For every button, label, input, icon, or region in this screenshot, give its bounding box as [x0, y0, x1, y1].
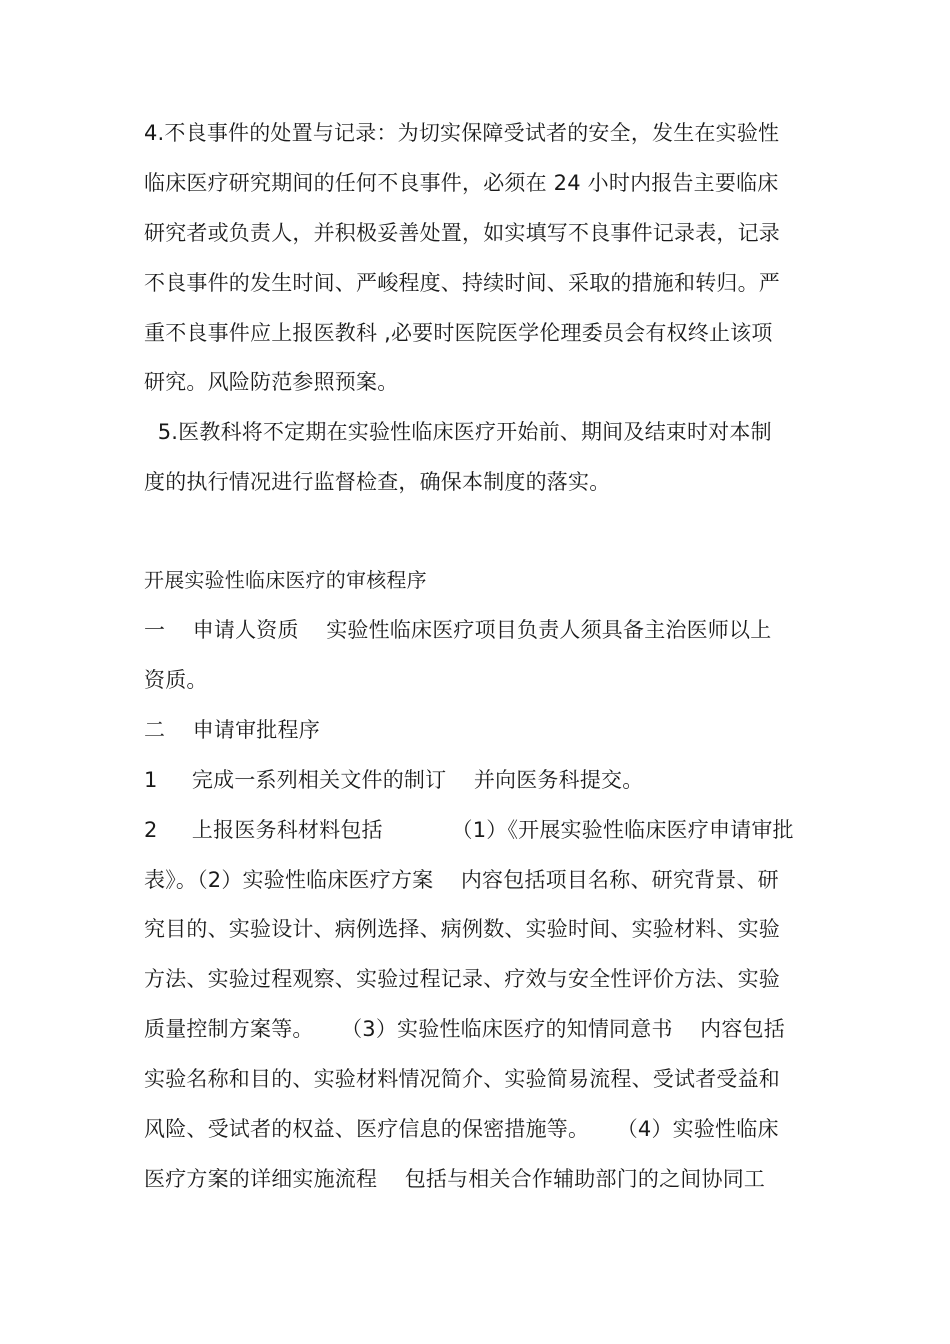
section-heading: 开展实验性临床医疗的审核程序: [144, 568, 427, 592]
paragraph-line: 实验名称和目的、实验材料情况简介、实验简易流程、受试者受益和: [144, 1067, 780, 1091]
paragraph-line: 医疗方案的详细实施流程 包括与相关合作辅助部门的之间协同工: [144, 1167, 766, 1191]
paragraph-line: 5.医教科将不定期在实验性临床医疗开始前、期间及结束时对本制: [144, 420, 772, 444]
paragraph-line: 方法、实验过程观察、实验过程记录、疗效与安全性评价方法、实验: [144, 967, 780, 991]
paragraph-line: 质量控制方案等。 （3）实验性临床医疗的知情同意书 内容包括: [144, 1017, 785, 1041]
paragraph-line: 4.不良事件的处置与记录：为切实保障受试者的安全，发生在实验性: [144, 121, 780, 145]
paragraph-line: 资质。: [144, 668, 208, 692]
paragraph-line: 研究。风险防范参照预案。: [144, 370, 399, 394]
paragraph-line: 一 申请人资质 实验性临床医疗项目负责人须具备主治医师以上: [144, 618, 772, 642]
paragraph-line: 临床医疗研究期间的任何不良事件，必须在 24 小时内报告主要临床: [144, 171, 779, 195]
paragraph-line: 研究者或负责人，并积极妥善处置，如实填写不良事件记录表，记录: [144, 221, 780, 245]
paragraph-line: 二 申请审批程序: [144, 718, 320, 742]
paragraph-line: 重不良事件应上报医教科 ,必要时医院医学伦理委员会有权终止该项: [144, 321, 773, 345]
paragraph-line: 1 完成一系列相关文件的制订 并向医务科提交。: [144, 768, 644, 792]
paragraph-line: 风险、受试者的权益、医疗信息的保密措施等。 （4）实验性临床: [144, 1117, 779, 1141]
paragraph-line: 表》。（2）实验性临床医疗方案 内容包括项目名称、研究背景、研: [144, 868, 779, 892]
paragraph-line: 度的执行情况进行监督检查，确保本制度的落实。: [144, 470, 611, 494]
paragraph-line: 不良事件的发生时间、严峻程度、持续时间、采取的措施和转归。严: [144, 271, 780, 295]
paragraph-line: 2 上报医务科材料包括 （1）《开展实验性临床医疗申请审批: [144, 818, 794, 842]
paragraph-line: 究目的、实验设计、病例选择、病例数、实验时间、实验材料、实验: [144, 917, 780, 941]
